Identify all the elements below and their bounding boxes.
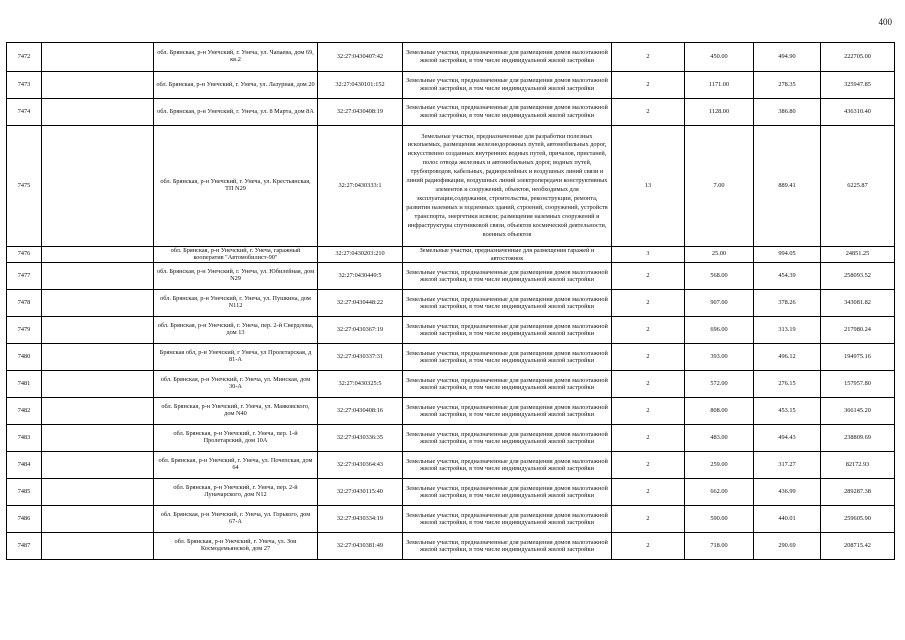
land-use-cell: Земельные участки, предназначенные для размещения домов малоэтажной жилой застройки, в том числе индивидуальной жилой застройки [403,99,612,126]
use-group-cell: 2 [612,317,685,344]
table-row [7,371,895,398]
land-use-cell: Земельные участки, предназначенные для размещения домов малоэтажной жилой застройки, в том числе индивидуальной жилой застройки [403,533,612,560]
cadastral-value-cell: 238809.69 [821,425,895,452]
specific-value-cell: 378.26 [754,290,821,317]
land-use-cell: Земельные участки, предназначенные для размещения домов малоэтажной жилой застройки, в том числе индивидуальной жилой застройки [403,344,612,371]
address-cell: обл. Брянская, р-н Унечский, г. Унеча, ул. Крестьянская, ТП N29 [154,126,318,247]
specific-value-cell: 994.05 [754,247,821,263]
address-cell: обл. Брянская, р-н Унечский, г. Унеча, ул. Минская, дом 30-А [154,371,318,398]
land-use-cell: Земельные участки, предназначенные для размещения домов малоэтажной жилой застройки, в том числе индивидуальной жилой застройки [403,263,612,290]
use-group-cell: 2 [612,452,685,479]
cadastral-value-cell: 217980.24 [821,317,895,344]
row-number-cell: 7473 [7,72,42,99]
use-group-cell: 2 [612,371,685,398]
specific-value-cell: 317.27 [754,452,821,479]
table-row [7,247,895,263]
cadastral-number-cell: 32:27:0430449:5 [318,263,403,290]
specific-value-cell: 290.69 [754,533,821,560]
cadastral-number-cell: 32:27:0430115:40 [318,479,403,506]
cadastral-value-cell: 289287.38 [821,479,895,506]
cadastral-value-cell: 24851.25 [821,247,895,263]
spacer-cell [42,99,154,126]
row-number-cell: 7477 [7,263,42,290]
use-group-cell: 2 [612,398,685,425]
area-cell: 808.00 [685,398,754,425]
cadastral-number-cell: 32:27:0430448:22 [318,290,403,317]
spacer-cell [42,533,154,560]
use-group-cell: 3 [612,247,685,263]
cadastral-number-cell: 32:27:0430333:1 [318,126,403,247]
use-group-cell: 2 [612,263,685,290]
land-use-cell: Земельные участки, предназначенные для разработки полезных ископаемых, размещения железнодорожных путей, автомобильных дорог, искусственно созданных внутренних водных путей, причалов, пристаней, полос отвода железных и автомобильных дорог, водных путей, трубопроводов, кабельных, радиорелейных и воздушных линий связи и линий радиофикации, воздушных линий электропередачи конструктивных элементов и сооружений, объектов, необходимых для эксплуатации,содержания, строительства, реконструкции, ремонта, развития наземных и подземных зданий, строений, сооружений, устройств транспорта, энергетики исвязи; размещения наземных сооружений и инфраструктуры спутниковой связи, объектов космической деятельности, военных объектов [403,126,612,247]
cadastral-number-cell: 32:27:0430337:31 [318,344,403,371]
cadastral-number-cell: 32:27:0430325:5 [318,371,403,398]
use-group-cell: 2 [612,479,685,506]
specific-value-cell: 453.15 [754,398,821,425]
row-number-cell: 7483 [7,425,42,452]
land-use-cell: Земельные участки, предназначенные для размещения домов малоэтажной жилой застройки, в том числе индивидуальной жилой застройки [403,425,612,452]
area-cell: 696.00 [685,317,754,344]
land-use-cell: Земельные участки, предназначенные для размещения домов малоэтажной жилой застройки, в том числе индивидуальной жилой застройки [403,290,612,317]
spacer-cell [42,126,154,247]
use-group-cell: 2 [612,533,685,560]
area-cell: 662.00 [685,479,754,506]
cadastral-value-cell: 366145.20 [821,398,895,425]
table-row [7,425,895,452]
table-row [7,263,895,290]
spacer-cell [42,479,154,506]
area-cell: 450.00 [685,43,754,72]
address-cell: обл. Брянская, р-н Унечский, г. Унеча, пер. 1-й Пролетарский, дом 10А [154,425,318,452]
address-cell: обл. Брянская, р-н Унечский, г. Унеча, ул. Пушкина, дом N112 [154,290,318,317]
land-use-cell: Земельные участки, предназначенные для размещения домов малоэтажной жилой застройки, в том числе индивидуальной жилой застройки [403,317,612,344]
address-cell: обл. Брянская, р-н Унечский, г. Унеча, ул. Лазурная, дом 20 [154,72,318,99]
spacer-cell [42,290,154,317]
cadastral-value-cell: 208715.42 [821,533,895,560]
address-cell: обл. Брянская, р-н Унечский, г. Унеча, пер. 2-й Луначарского, дом N12 [154,479,318,506]
row-number-cell: 7484 [7,452,42,479]
use-group-cell: 2 [612,506,685,533]
table-row [7,479,895,506]
specific-value-cell: 278.35 [754,72,821,99]
spacer-cell [42,452,154,479]
address-cell: обл. Брянская, р-н Унечский, г. Унеча, ул. Юбилейная, дом N29 [154,263,318,290]
cadastral-value-cell: 343081.82 [821,290,895,317]
cadastral-value-cell: 222705.00 [821,43,895,72]
row-number-cell: 7481 [7,371,42,398]
use-group-cell: 2 [612,72,685,99]
land-use-cell: Земельные участки, предназначенные для размещения домов малоэтажной жилой застройки, в том числе индивидуальной жилой застройки [403,72,612,99]
area-cell: 1128.00 [685,99,754,126]
row-number-cell: 7487 [7,533,42,560]
area-cell: 1171.00 [685,72,754,99]
table-row [7,317,895,344]
cadastral-number-cell: 32:27:0430407:42 [318,43,403,72]
cadastral-value-table [6,42,895,560]
row-number-cell: 7485 [7,479,42,506]
area-cell: 259.00 [685,452,754,479]
use-group-cell: 2 [612,344,685,371]
row-number-cell: 7476 [7,247,42,263]
table-row [7,126,895,247]
cadastral-value-cell: 194975.16 [821,344,895,371]
address-cell: обл. Брянская, р-н Унечский, г. Унеча, ул. Горького, дом 67-А [154,506,318,533]
spacer-cell [42,43,154,72]
land-use-cell: Земельные участки, предназначенные для размещения домов малоэтажной жилой застройки, в том числе индивидуальной жилой застройки [403,506,612,533]
row-number-cell: 7478 [7,290,42,317]
cadastral-value-cell: 325947.85 [821,72,895,99]
table-row [7,290,895,317]
cadastral-number-cell: 32:27:0430203:210 [318,247,403,263]
cadastral-value-cell: 6225.87 [821,126,895,247]
spacer-cell [42,344,154,371]
spacer-cell [42,72,154,99]
use-group-cell: 2 [612,290,685,317]
area-cell: 393.00 [685,344,754,371]
land-use-cell: Земельные участки, предназначенные для размещения домов малоэтажной жилой застройки, в том числе индивидуальной жилой застройки [403,452,612,479]
table-row [7,72,895,99]
land-use-cell: Земельные участки, предназначенные для размещения домов малоэтажной жилой застройки, в том числе индивидуальной жилой застройки [403,43,612,72]
cadastral-number-cell: 32:27:0430364:43 [318,452,403,479]
address-cell: Брянская обл, р-н Унечский, г Унеча, ул Пролетарская, д 81-А [154,344,318,371]
row-number-cell: 7482 [7,398,42,425]
spacer-cell [42,506,154,533]
specific-value-cell: 494.43 [754,425,821,452]
cadastral-number-cell: 32:27:0430336:35 [318,425,403,452]
specific-value-cell: 494.90 [754,43,821,72]
cadastral-number-cell: 32:27:0430408:19 [318,99,403,126]
row-number-cell: 7486 [7,506,42,533]
land-use-cell: Земельные участки, предназначенные для размещения домов малоэтажной жилой застройки, в том числе индивидуальной жилой застройки [403,479,612,506]
address-cell: обл. Брянская, р-н Унечский, г. Унеча, пер. 2-й Свердлова, дом 13 [154,317,318,344]
page-number: 400 [878,17,892,27]
land-use-cell: Земельные участки, предназначенные для размещения домов малоэтажной жилой застройки, в том числе индивидуальной жилой застройки [403,371,612,398]
spacer-cell [42,247,154,263]
table-row [7,398,895,425]
specific-value-cell: 889.41 [754,126,821,247]
use-group-cell: 2 [612,99,685,126]
area-cell: 568.00 [685,263,754,290]
cadastral-number-cell: 32:27:0430408:16 [318,398,403,425]
spacer-cell [42,371,154,398]
row-number-cell: 7474 [7,99,42,126]
table-row [7,99,895,126]
area-cell: 718.00 [685,533,754,560]
table-row [7,533,895,560]
row-number-cell: 7479 [7,317,42,344]
specific-value-cell: 436.99 [754,479,821,506]
table-row [7,452,895,479]
cadastral-number-cell: 32:27:0430381:49 [318,533,403,560]
cadastral-value-cell: 82172.93 [821,452,895,479]
spacer-cell [42,425,154,452]
row-number-cell: 7480 [7,344,42,371]
address-cell: обл. Брянская, р-н Унечский, г. Унеча, ул. Почепская, дом 64 [154,452,318,479]
area-cell: 590.00 [685,506,754,533]
cadastral-value-cell: 259605.90 [821,506,895,533]
use-group-cell: 13 [612,126,685,247]
area-cell: 25.00 [685,247,754,263]
area-cell: 572.00 [685,371,754,398]
specific-value-cell: 496.12 [754,344,821,371]
area-cell: 483.00 [685,425,754,452]
cadastral-number-cell: 32:27:0430334:19 [318,506,403,533]
specific-value-cell: 454.39 [754,263,821,290]
table-row [7,43,895,72]
row-number-cell: 7472 [7,43,42,72]
address-cell: обл. Брянская, р-н Унечский, г. Унеча, ул. Маяковского, дом N40 [154,398,318,425]
spacer-cell [42,398,154,425]
spacer-cell [42,263,154,290]
spacer-cell [42,317,154,344]
land-use-cell: Земельные участки, предназначенные для размещения домов малоэтажной жилой застройки, в том числе индивидуальной жилой застройки [403,398,612,425]
address-cell: обл. Брянская, р-н Унечский, г. Унеча, ул. Чапаева, дом 69, кв.2 [154,43,318,72]
address-cell: обл. Брянская, р-н Унечский, г. Унеча, ул. 8 Марта, дом 8А [154,99,318,126]
table-body [7,43,895,560]
specific-value-cell: 276.15 [754,371,821,398]
address-cell: обл. Брянская, р-н Унечский, г. Унеча, гаражный кооператив "Автомобилист-90" [154,247,318,263]
cadastral-number-cell: 32:27:0430101:152 [318,72,403,99]
specific-value-cell: 386.80 [754,99,821,126]
row-number-cell: 7475 [7,126,42,247]
cadastral-value-cell: 157957.80 [821,371,895,398]
cadastral-value-cell: 436310.40 [821,99,895,126]
land-use-cell: Земельные участки, предназначенные для размещения гаражей и автостоянок [403,247,612,263]
address-cell: обл. Брянская, р-н Унечский, г. Унеча, ул. Зои Космодемьянской, дом 27 [154,533,318,560]
area-cell: 7.00 [685,126,754,247]
table-row [7,344,895,371]
specific-value-cell: 313.19 [754,317,821,344]
area-cell: 907.00 [685,290,754,317]
cadastral-number-cell: 32:27:0430367:19 [318,317,403,344]
table-row [7,506,895,533]
cadastral-value-cell: 258093.52 [821,263,895,290]
use-group-cell: 2 [612,43,685,72]
use-group-cell: 2 [612,425,685,452]
specific-value-cell: 440.01 [754,506,821,533]
